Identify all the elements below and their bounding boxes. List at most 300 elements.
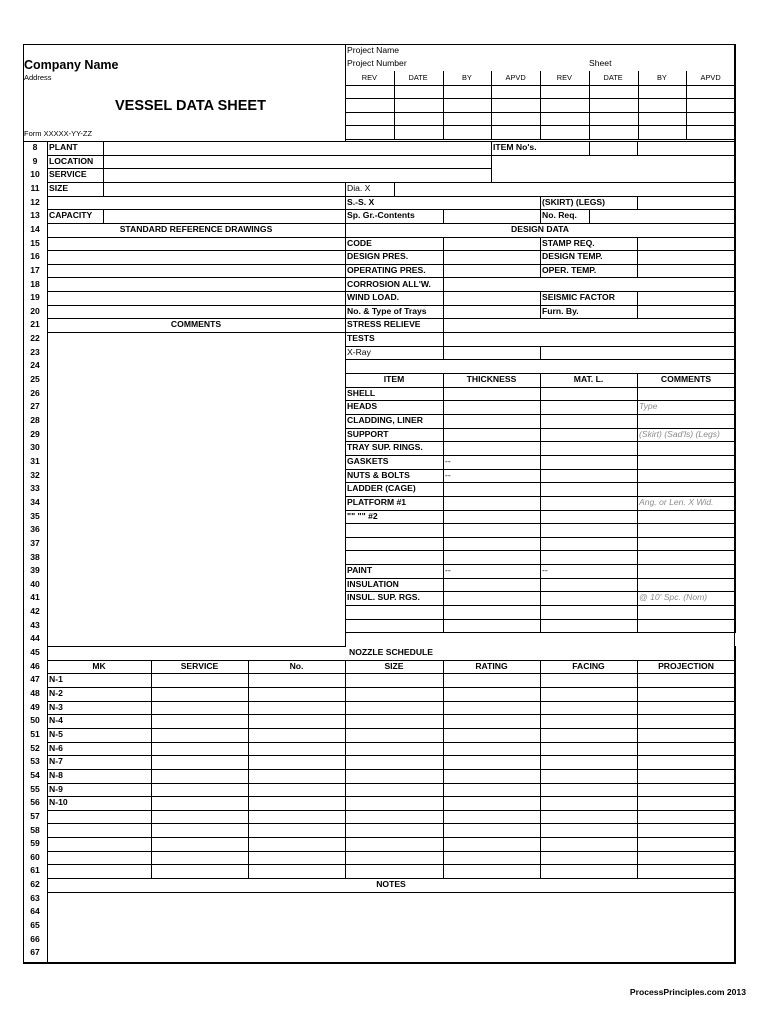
size-label: SIZE — [47, 182, 104, 197]
material-comment[interactable] — [637, 469, 736, 484]
revision-header: BY — [638, 71, 688, 86]
nozzle-cell[interactable] — [540, 769, 638, 784]
dia-label: Dia. X — [345, 182, 395, 197]
material-comment[interactable] — [637, 482, 736, 497]
design-operating-pres-field[interactable] — [443, 264, 541, 279]
revision-cell[interactable] — [589, 98, 639, 113]
std-ref-row[interactable] — [47, 264, 346, 279]
material-thickness[interactable] — [443, 482, 541, 497]
row-number: 33 — [30, 483, 40, 494]
std-ref-row[interactable] — [47, 305, 346, 320]
nozzle-cell[interactable] — [345, 755, 444, 770]
nozzle-mark — [47, 864, 152, 879]
nozzle-cell[interactable] — [443, 783, 541, 798]
design-furn-by-label: Furn. By. — [540, 305, 638, 320]
location-field[interactable] — [103, 155, 492, 170]
nozzle-cell[interactable] — [540, 701, 638, 716]
material-item: LADDER (CAGE) — [345, 482, 444, 497]
revision-cell[interactable] — [394, 98, 444, 113]
nozzle-cell[interactable] — [345, 810, 444, 825]
revision-cell[interactable] — [638, 98, 688, 113]
nozzle-cell[interactable] — [443, 687, 541, 702]
sp-gr-field[interactable] — [443, 209, 541, 224]
xray-field[interactable] — [443, 346, 541, 361]
material-comment[interactable] — [637, 605, 736, 620]
material-mat[interactable] — [540, 441, 638, 456]
design-seismic-label: SEISMIC FACTOR — [540, 291, 638, 306]
material-mat[interactable] — [540, 523, 638, 538]
material-mat[interactable]: -- — [540, 564, 638, 579]
design-wind-load-field[interactable] — [443, 291, 541, 306]
nozzle-cell[interactable] — [151, 673, 249, 688]
nozzle-cell[interactable] — [637, 755, 736, 770]
nozzle-cell[interactable] — [540, 673, 638, 688]
item-nos-extra[interactable] — [491, 155, 736, 183]
nozzle-mark — [47, 810, 152, 825]
nozzle-cell[interactable] — [151, 837, 249, 852]
material-mat[interactable] — [540, 387, 638, 402]
row-number: 30 — [30, 442, 40, 453]
nozzle-mark: N-3 — [47, 701, 152, 716]
nozzle-cell[interactable] — [443, 810, 541, 825]
company-name: Company Name — [24, 58, 119, 72]
material-item: HEADS — [345, 400, 444, 415]
nozzle-cell[interactable] — [248, 673, 346, 688]
nozzle-cell[interactable] — [637, 810, 736, 825]
row-number: 66 — [30, 933, 40, 944]
material-thickness[interactable] — [443, 591, 541, 606]
size-field[interactable] — [103, 182, 346, 197]
nozzle-cell[interactable] — [540, 714, 638, 729]
row-number: 48 — [30, 688, 40, 698]
nozzle-cell[interactable] — [151, 796, 249, 811]
material-item — [345, 537, 444, 552]
nozzle-cell[interactable] — [443, 769, 541, 784]
tests-field[interactable] — [443, 332, 736, 347]
revision-cell[interactable] — [491, 85, 541, 100]
item-nos-field-2[interactable] — [637, 141, 736, 156]
nozzle-cell[interactable] — [248, 810, 346, 825]
nozzle-cell[interactable] — [345, 728, 444, 743]
revision-cell[interactable] — [491, 125, 541, 140]
nozzle-cell[interactable] — [345, 783, 444, 798]
revision-cell[interactable] — [686, 98, 736, 113]
revision-cell[interactable] — [345, 85, 395, 100]
row-number: 50 — [30, 715, 40, 726]
nozzle-cell[interactable] — [151, 687, 249, 702]
material-mat[interactable] — [540, 619, 638, 634]
row-number: 35 — [30, 510, 40, 521]
row-number: 41 — [30, 592, 40, 603]
row-number: 31 — [30, 455, 40, 466]
nozzle-cell[interactable] — [637, 837, 736, 852]
revision-cell[interactable] — [589, 125, 639, 140]
nozzle-cell[interactable] — [540, 851, 638, 866]
material-thickness[interactable]: -- — [443, 469, 541, 484]
nozzle-cell[interactable] — [248, 783, 346, 798]
material-mat[interactable] — [540, 510, 638, 525]
nozzle-cell[interactable] — [151, 769, 249, 784]
revision-cell[interactable] — [638, 125, 688, 140]
xray-label: X-Ray — [345, 346, 444, 361]
material-comment[interactable] — [637, 619, 736, 634]
revision-cell[interactable] — [345, 98, 395, 113]
material-thickness[interactable] — [443, 400, 541, 415]
comments-area[interactable] — [47, 332, 346, 647]
capacity-label: CAPACITY — [47, 209, 104, 224]
nozzle-cell[interactable] — [443, 864, 541, 879]
std-ref-row[interactable] — [47, 291, 346, 306]
material-mat[interactable] — [540, 551, 638, 566]
material-mat[interactable] — [540, 414, 638, 429]
material-comment[interactable] — [637, 523, 736, 538]
std-ref-row[interactable] — [47, 250, 346, 265]
nozzle-cell[interactable] — [345, 742, 444, 757]
project-number-label: Project Number — [347, 58, 407, 68]
material-thickness[interactable] — [443, 605, 541, 620]
nozzle-mark: N-7 — [47, 755, 152, 770]
nozzle-cell[interactable] — [540, 742, 638, 757]
nozzle-header: RATING — [443, 660, 541, 675]
nozzle-mark: N-1 — [47, 673, 152, 688]
nozzle-cell[interactable] — [345, 714, 444, 729]
material-comment[interactable] — [637, 578, 736, 593]
material-thickness[interactable] — [443, 387, 541, 402]
material-mat[interactable] — [540, 428, 638, 443]
material-mat[interactable] — [540, 578, 638, 593]
design-design-temp-label: DESIGN TEMP. — [540, 250, 638, 265]
material-thickness[interactable] — [443, 537, 541, 552]
nozzle-header: SIZE — [345, 660, 444, 675]
std-ref-heading: STANDARD REFERENCE DRAWINGS — [47, 223, 346, 238]
nozzle-cell[interactable] — [248, 687, 346, 702]
nozzle-cell[interactable] — [248, 824, 346, 839]
row-number: 42 — [30, 606, 40, 617]
revision-header: BY — [443, 71, 493, 86]
material-item: CLADDING, LINER — [345, 414, 444, 429]
revision-cell[interactable] — [686, 125, 736, 140]
blank-row-12[interactable] — [47, 196, 346, 211]
material-item — [345, 605, 444, 620]
nozzle-cell[interactable] — [345, 673, 444, 688]
material-comment[interactable]: Ang. or Len. X Wid. — [637, 496, 736, 511]
nozzle-cell[interactable] — [345, 824, 444, 839]
revision-cell[interactable] — [345, 112, 395, 127]
nozzle-cell[interactable] — [443, 824, 541, 839]
design-design-pres-field[interactable] — [443, 250, 541, 265]
nozzle-cell[interactable] — [637, 851, 736, 866]
nozzle-cell[interactable] — [443, 742, 541, 757]
nozzle-cell[interactable] — [151, 783, 249, 798]
nozzle-cell[interactable] — [345, 851, 444, 866]
address-label: Address — [24, 73, 52, 82]
row-number: 15 — [30, 237, 40, 248]
nozzle-header: No. — [248, 660, 346, 675]
nozzle-cell[interactable] — [637, 742, 736, 757]
xray-field-2[interactable] — [540, 346, 736, 361]
nozzle-cell[interactable] — [443, 755, 541, 770]
nozzle-cell[interactable] — [540, 837, 638, 852]
material-thickness[interactable] — [443, 523, 541, 538]
material-thickness[interactable] — [443, 510, 541, 525]
row-number: 61 — [30, 865, 40, 876]
row-number: 45 — [30, 647, 40, 658]
nozzle-cell[interactable] — [637, 864, 736, 879]
nozzle-cell[interactable] — [540, 796, 638, 811]
material-mat[interactable] — [540, 455, 638, 470]
row-number: 29 — [30, 428, 40, 439]
row-number: 36 — [30, 524, 40, 535]
revision-cell[interactable] — [394, 112, 444, 127]
row-number: 60 — [30, 851, 40, 862]
nozzle-cell[interactable] — [443, 728, 541, 743]
vessel-data-sheet — [23, 44, 735, 963]
material-comment[interactable] — [637, 564, 736, 579]
nozzle-cell[interactable] — [248, 728, 346, 743]
dia-field[interactable] — [394, 182, 736, 197]
design-stamp-req-field[interactable] — [637, 237, 736, 252]
revision-cell[interactable] — [638, 85, 688, 100]
revision-cell[interactable] — [443, 112, 493, 127]
revision-header: APVD — [686, 71, 736, 86]
service-field[interactable] — [103, 168, 492, 183]
nozzle-cell[interactable] — [345, 837, 444, 852]
material-thickness[interactable] — [443, 551, 541, 566]
design-furn-by-field[interactable] — [637, 305, 736, 320]
design-oper-temp-field[interactable] — [637, 264, 736, 279]
form-number: Form XXXXX-YY-ZZ — [24, 129, 93, 138]
nozzle-mark — [47, 851, 152, 866]
nozzle-cell[interactable] — [151, 742, 249, 757]
nozzle-cell[interactable] — [540, 783, 638, 798]
tests-label: TESTS — [345, 332, 444, 347]
nozzle-cell[interactable] — [151, 864, 249, 879]
material-thickness[interactable]: -- — [443, 564, 541, 579]
materials-header: COMMENTS — [637, 373, 736, 388]
nozzle-cell[interactable] — [151, 851, 249, 866]
nozzle-cell[interactable] — [248, 714, 346, 729]
material-comment[interactable] — [637, 441, 736, 456]
revision-cell[interactable] — [589, 112, 639, 127]
nozzle-cell[interactable] — [151, 755, 249, 770]
material-comment[interactable] — [637, 551, 736, 566]
nozzle-cell[interactable] — [345, 769, 444, 784]
material-mat[interactable] — [540, 605, 638, 620]
comments-heading: COMMENTS — [47, 318, 346, 333]
nozzle-cell[interactable] — [151, 810, 249, 825]
revision-cell[interactable] — [443, 98, 493, 113]
row-number: 18 — [30, 278, 40, 289]
material-mat[interactable] — [540, 591, 638, 606]
row-number: 23 — [30, 346, 40, 357]
notes-heading: NOTES — [47, 878, 736, 893]
nozzle-cell[interactable] — [637, 687, 736, 702]
row-number: 20 — [30, 305, 40, 316]
revision-cell[interactable] — [443, 85, 493, 100]
design-corrosion-label: CORROSION ALL'W. — [345, 278, 444, 293]
nozzle-cell[interactable] — [151, 728, 249, 743]
revision-cell[interactable] — [540, 125, 590, 140]
nozzle-mark: N-9 — [47, 783, 152, 798]
nozzle-cell[interactable] — [443, 714, 541, 729]
nozzle-cell[interactable] — [443, 673, 541, 688]
design-code-field[interactable] — [443, 237, 541, 252]
row-number: 28 — [30, 415, 40, 425]
nozzle-cell[interactable] — [443, 701, 541, 716]
nozzle-cell[interactable] — [248, 837, 346, 852]
nozzle-cell[interactable] — [540, 755, 638, 770]
design-design-temp-field[interactable] — [637, 250, 736, 265]
nozzle-cell[interactable] — [637, 728, 736, 743]
nozzle-cell[interactable] — [540, 810, 638, 825]
revision-cell[interactable] — [638, 112, 688, 127]
nozzle-cell[interactable] — [345, 687, 444, 702]
row-number: 24 — [30, 360, 40, 371]
material-comment[interactable] — [637, 455, 736, 470]
nozzle-cell[interactable] — [248, 769, 346, 784]
nozzle-mark: N-8 — [47, 769, 152, 784]
nozzle-cell[interactable] — [540, 728, 638, 743]
std-ref-row[interactable] — [47, 237, 346, 252]
nozzle-cell[interactable] — [248, 864, 346, 879]
nozzle-cell[interactable] — [345, 701, 444, 716]
row-number: 46 — [30, 660, 40, 671]
material-thickness[interactable] — [443, 428, 541, 443]
design-trays-field[interactable] — [443, 305, 541, 320]
row-number: 63 — [30, 892, 40, 903]
material-mat[interactable] — [540, 537, 638, 552]
company-block — [23, 44, 346, 142]
page-title: VESSEL DATA SHEET — [115, 98, 266, 114]
revision-cell[interactable] — [345, 125, 395, 140]
nozzle-cell[interactable] — [151, 714, 249, 729]
item-nos-field[interactable] — [589, 141, 638, 156]
revision-header: APVD — [491, 71, 541, 86]
material-thickness[interactable] — [443, 619, 541, 634]
material-thickness[interactable] — [443, 441, 541, 456]
revision-cell[interactable] — [686, 85, 736, 100]
row-number: 49 — [30, 701, 40, 712]
nozzle-mark — [47, 837, 152, 852]
nozzle-mark: N-2 — [47, 687, 152, 702]
plant-field[interactable] — [103, 141, 492, 156]
notes-area[interactable] — [47, 892, 736, 964]
no-req-label: No. Req. — [540, 209, 590, 224]
revision-cell[interactable] — [589, 85, 639, 100]
nozzle-cell[interactable] — [637, 673, 736, 688]
nozzle-cell[interactable] — [637, 783, 736, 798]
material-item: INSULATION — [345, 578, 444, 593]
skirt-legs-field[interactable] — [637, 196, 736, 211]
material-thickness[interactable] — [443, 496, 541, 511]
row-number: 62 — [30, 879, 40, 890]
row-number: 57 — [30, 810, 40, 821]
material-comment[interactable] — [637, 510, 736, 525]
blank-row-24[interactable] — [345, 359, 736, 374]
revision-cell[interactable] — [686, 112, 736, 127]
nozzle-cell[interactable] — [151, 701, 249, 716]
nozzle-cell[interactable] — [151, 824, 249, 839]
stress-relieve-field[interactable] — [443, 318, 736, 333]
nozzle-cell[interactable] — [248, 755, 346, 770]
material-comment[interactable]: Type — [637, 400, 736, 415]
material-item: "" "" #2 — [345, 510, 444, 525]
revision-cell[interactable] — [540, 85, 590, 100]
nozzle-cell[interactable] — [637, 824, 736, 839]
nozzle-cell[interactable] — [345, 796, 444, 811]
material-comment[interactable] — [637, 414, 736, 429]
material-comment[interactable]: @ 10' Spc. (Nom) — [637, 591, 736, 606]
materials-header: MAT. L. — [540, 373, 638, 388]
nozzle-cell[interactable] — [345, 864, 444, 879]
material-mat[interactable] — [540, 496, 638, 511]
material-comment[interactable]: (Skirt) (Sad'ls) (Legs) — [637, 428, 736, 443]
nozzle-cell[interactable] — [540, 824, 638, 839]
nozzle-cell[interactable] — [248, 796, 346, 811]
material-mat[interactable] — [540, 469, 638, 484]
material-thickness[interactable] — [443, 578, 541, 593]
row-number: 26 — [30, 387, 40, 398]
no-req-field[interactable] — [589, 209, 736, 224]
nozzle-cell[interactable] — [540, 864, 638, 879]
revision-cell[interactable] — [540, 112, 590, 127]
nozzle-header: SERVICE — [151, 660, 249, 675]
nozzle-header: MK — [47, 660, 152, 675]
nozzle-header: FACING — [540, 660, 638, 675]
material-thickness[interactable] — [443, 414, 541, 429]
design-wind-load-label: WIND LOAD. — [345, 291, 444, 306]
revision-cell[interactable] — [394, 85, 444, 100]
row-number: 12 — [30, 196, 40, 207]
plant-label: PLANT — [47, 141, 104, 156]
item-nos-label: ITEM No's. — [491, 141, 590, 156]
nozzle-cell[interactable] — [637, 701, 736, 716]
nozzle-cell[interactable] — [248, 701, 346, 716]
revision-cell[interactable] — [491, 112, 541, 127]
nozzle-cell[interactable] — [248, 851, 346, 866]
row-number: 58 — [30, 824, 40, 835]
material-mat[interactable] — [540, 482, 638, 497]
project-name-label: Project Name — [347, 45, 400, 55]
nozzle-cell[interactable] — [443, 796, 541, 811]
nozzle-cell[interactable] — [637, 769, 736, 784]
material-mat[interactable] — [540, 400, 638, 415]
material-comment[interactable] — [637, 387, 736, 402]
material-comment[interactable] — [637, 537, 736, 552]
row-number: 39 — [30, 565, 40, 576]
nozzle-cell[interactable] — [540, 687, 638, 702]
nozzle-cell[interactable] — [443, 837, 541, 852]
material-item: SUPPORT — [345, 428, 444, 443]
design-seismic-field[interactable] — [637, 291, 736, 306]
nozzle-cell[interactable] — [637, 714, 736, 729]
material-thickness[interactable]: -- — [443, 455, 541, 470]
revision-cell[interactable] — [491, 98, 541, 113]
row-number: 13 — [30, 210, 40, 221]
nozzle-cell[interactable] — [443, 851, 541, 866]
revision-cell[interactable] — [540, 98, 590, 113]
std-ref-row[interactable] — [47, 278, 346, 293]
row-number: 64 — [30, 906, 40, 917]
design-design-pres-label: DESIGN PRES. — [345, 250, 444, 265]
design-corrosion-field[interactable] — [443, 278, 736, 293]
nozzle-cell[interactable] — [637, 796, 736, 811]
nozzle-cell[interactable] — [248, 742, 346, 757]
capacity-field[interactable] — [103, 209, 346, 224]
revision-cell[interactable] — [394, 125, 444, 140]
row-number: 51 — [30, 728, 40, 739]
revision-cell[interactable] — [443, 125, 493, 140]
